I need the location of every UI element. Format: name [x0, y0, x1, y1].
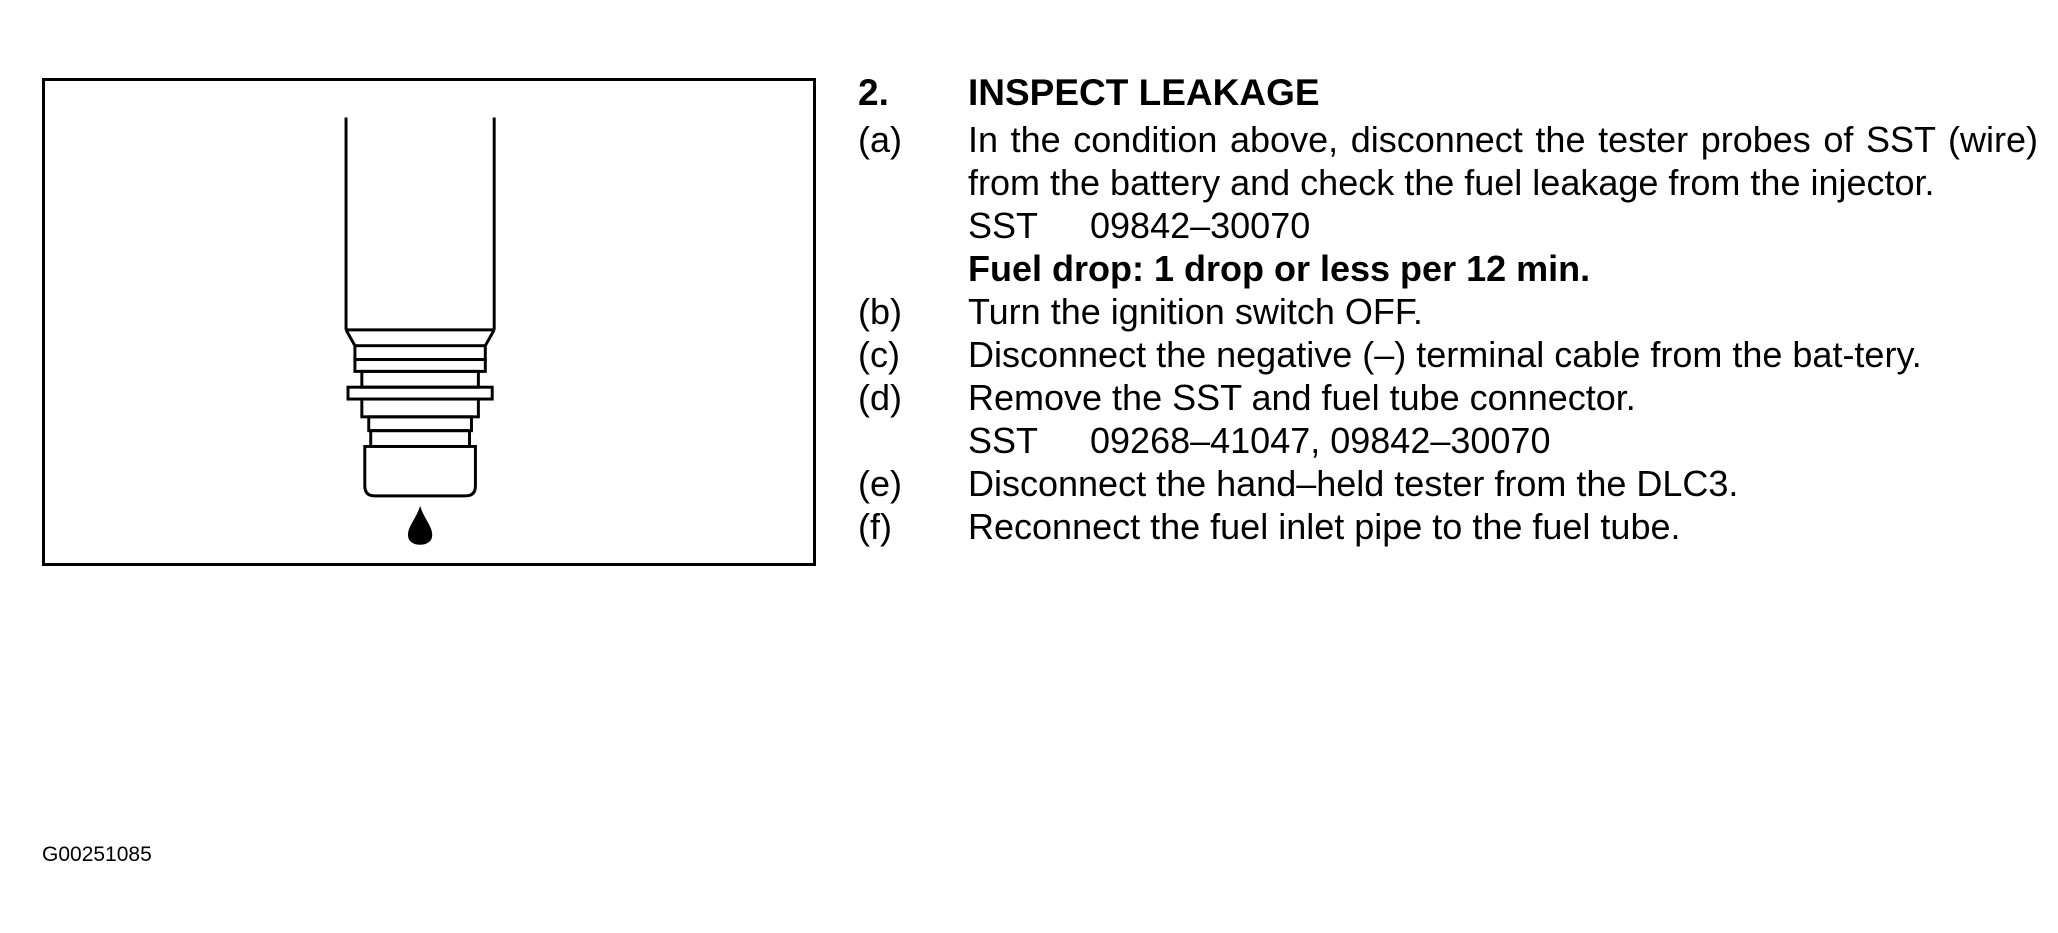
- injector-taper-right: [485, 330, 494, 346]
- injector-ring-3: [362, 371, 479, 387]
- step-a: [858, 118, 2038, 290]
- injector-ring-4: [362, 399, 479, 417]
- figure-caption: G00251085: [42, 843, 152, 866]
- step-label: (c): [858, 334, 900, 375]
- fuel-drop: [408, 506, 432, 545]
- injector-flange: [348, 387, 492, 399]
- injector-neck: [369, 417, 472, 431]
- step-b: [858, 290, 2038, 333]
- step-label: (e): [858, 463, 902, 504]
- step-text: Turn the ignition switch OFF.: [968, 291, 1423, 332]
- step-text: In the condition above, disconnect the tester probes of SST (wire) from the battery and check the fuel leakage from the injector.: [968, 119, 2038, 203]
- sst-line: [968, 419, 2038, 462]
- injector-ring-2: [355, 360, 485, 372]
- sst-line: [968, 204, 2038, 247]
- step-f: [858, 505, 2038, 548]
- step-label: (f): [858, 506, 892, 547]
- section-heading: [858, 68, 2038, 118]
- injector-taper-left: [346, 330, 355, 346]
- section-title: INSPECT LEAKAGE: [968, 72, 1320, 113]
- step-text: Disconnect the hand–held tester from the DLC3.: [968, 463, 1739, 504]
- injector-ring-1: [355, 346, 485, 360]
- step-text: Remove the SST and fuel tube connector.: [968, 377, 1636, 418]
- step-c: [858, 333, 2038, 376]
- fuel-injector-drip-icon: [45, 81, 813, 563]
- injector-illustration: [42, 78, 816, 566]
- sst-value: 09842–30070: [1090, 205, 1311, 246]
- injector-neck-2: [371, 431, 470, 447]
- sst-label: SST: [968, 205, 1039, 246]
- step-e: [858, 462, 2038, 505]
- procedure-text: [858, 68, 2038, 548]
- step-label: (a): [858, 119, 902, 160]
- step-text: Reconnect the fuel inlet pipe to the fuel tube.: [968, 506, 1681, 547]
- step-d: [858, 376, 2038, 462]
- step-label: (d): [858, 377, 902, 418]
- sst-value: 09268–41047, 09842–30070: [1090, 420, 1551, 461]
- sst-label: SST: [968, 420, 1039, 461]
- injector-nozzle: [365, 446, 476, 495]
- step-text: Disconnect the negative (–) terminal cable from the bat-tery.: [968, 334, 1922, 375]
- step-label: (b): [858, 291, 902, 332]
- section-number: 2.: [858, 72, 889, 113]
- fuel-drop-spec: Fuel drop: 1 drop or less per 12 min.: [968, 248, 1591, 289]
